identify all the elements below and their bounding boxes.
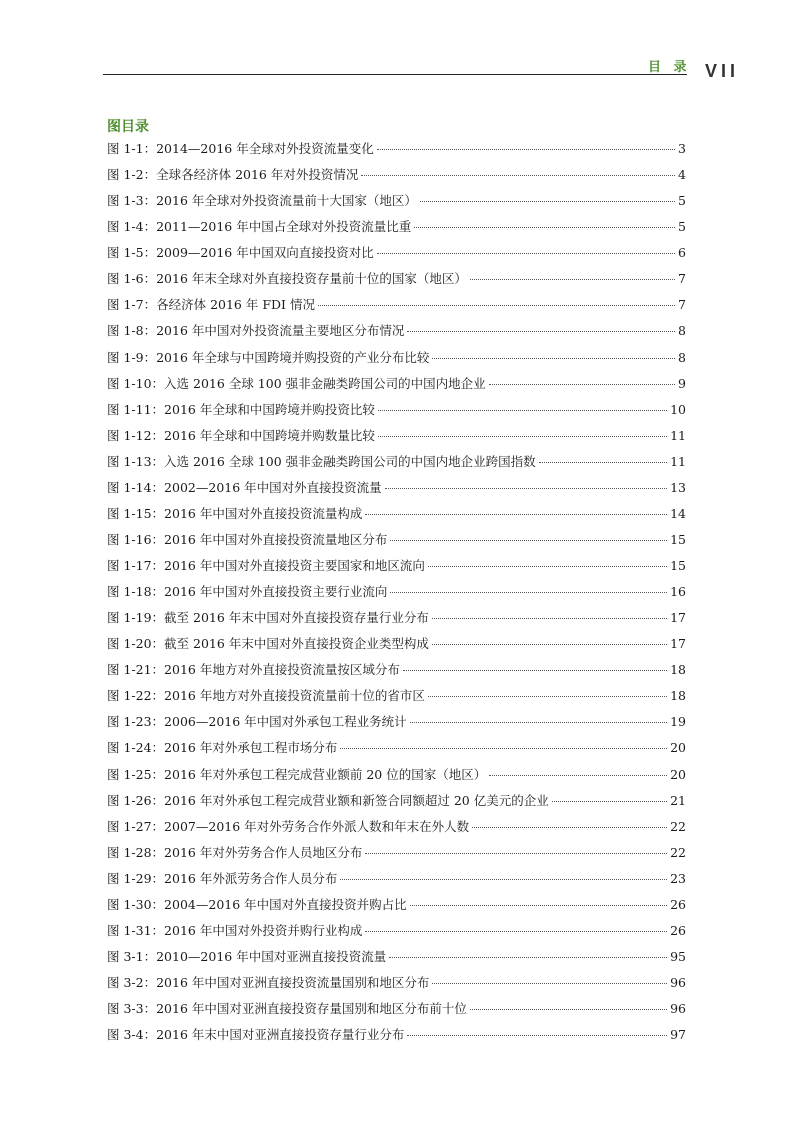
dot-leader [432,644,667,645]
toc-entry-page: 4 [678,167,686,183]
dot-leader [414,227,675,228]
toc-entry-page: 5 [678,193,686,209]
toc-entry-page: 5 [678,219,686,235]
toc-entry[interactable] [107,266,686,292]
page-number: VII [705,61,740,81]
toc-entry-label: 图 1-13：入选 2016 全球 100 强非金融类跨国公司的中国内地企业跨国指数 [107,453,536,469]
toc-entry-label: 图 1-25：2016 年对外承包工程完成营业额前 20 位的国家（地区） [107,766,487,782]
toc-entry[interactable] [107,996,686,1022]
dot-leader [378,436,667,437]
figure-list [107,136,686,1048]
toc-entry-page: 10 [670,401,686,417]
dot-leader [365,853,667,854]
toc-entry-label: 图 1-27：2007—2016 年对外劳务合作外派人数和年末在外人数 [107,818,470,834]
toc-entry-page: 11 [670,427,686,443]
dot-leader [552,801,667,802]
toc-entry-label: 图 3-2：2016 年中国对亚洲直接投资流量国别和地区分布 [107,975,430,990]
toc-entry-page: 11 [670,453,686,469]
toc-entry-page: 13 [670,479,686,495]
toc-entry-label: 图 1-23：2006—2016 年中国对外承包工程业务统计 [107,714,407,730]
dot-leader [340,748,667,749]
toc-entry-label: 图 1-12：2016 年全球和中国跨境并购数量比较 [107,427,375,443]
toc-entry[interactable] [107,136,686,162]
toc-entry[interactable] [107,162,686,188]
dot-leader [361,175,675,176]
toc-entry[interactable] [107,240,686,266]
dot-leader [428,566,667,567]
toc-entry-label: 图 1-31：2016 年中国对外投资并购行业构成 [107,922,363,938]
toc-entry-page: 17 [670,636,686,652]
toc-entry-label: 图 1-15：2016 年中国对外直接投资流量构成 [107,505,363,521]
dot-leader [403,670,667,671]
toc-entry[interactable] [107,840,686,866]
toc-entry[interactable] [107,657,686,683]
dot-leader [407,1035,667,1036]
toc-entry[interactable] [107,709,686,735]
toc-entry[interactable] [107,553,686,579]
toc-entry-page: 7 [678,297,686,313]
toc-entry[interactable] [107,345,686,371]
toc-entry-label: 图 1-11：2016 年全球和中国跨境并购投资比较 [107,401,375,417]
toc-entry[interactable] [107,605,686,631]
toc-entry[interactable] [107,970,686,996]
dot-leader [365,514,667,515]
toc-entry[interactable] [107,475,686,501]
toc-entry-page: 96 [670,975,686,990]
toc-entry-label: 图 1-20：截至 2016 年末中国对外直接投资企业类型构成 [107,636,429,652]
toc-entry-page: 22 [670,818,686,834]
toc-entry[interactable] [107,892,686,918]
toc-entry-label: 图 1-3：2016 年全球对外投资流量前十大国家（地区） [107,193,417,209]
dot-leader [365,931,667,932]
toc-entry-label: 图 1-5：2009—2016 年中国双向直接投资对比 [107,245,374,261]
dot-leader [410,905,667,906]
toc-entry[interactable] [107,527,686,553]
toc-entry-label: 图 1-17：2016 年中国对外直接投资主要国家和地区流向 [107,558,425,573]
dot-leader [432,618,667,619]
toc-entry[interactable] [107,944,686,970]
toc-entry-page: 17 [670,610,686,626]
toc-entry[interactable] [107,371,686,397]
toc-entry[interactable] [107,735,686,761]
dot-leader [390,540,667,541]
dot-leader [420,201,675,202]
toc-entry-label: 图 1-6：2016 年末全球对外直接投资存量前十位的国家（地区） [107,271,467,287]
dot-leader [340,879,667,880]
toc-entry-label: 图 1-7：各经济体 2016 年 FDI 情况 [107,297,315,313]
toc-entry-label: 图 1-9：2016 年全球与中国跨境并购投资的产业分布比较 [107,349,430,365]
toc-entry[interactable] [107,1022,686,1048]
toc-entry-label: 图 1-24：2016 年对外承包工程市场分布 [107,740,338,756]
toc-entry[interactable] [107,188,686,214]
toc-entry-page: 6 [678,245,686,261]
dot-leader [432,358,675,359]
toc-entry-page: 21 [670,792,686,808]
dot-leader [539,462,667,463]
dot-leader [470,1009,667,1010]
dot-leader [385,488,667,489]
toc-entry-page: 8 [678,323,686,339]
toc-entry-page: 23 [670,870,686,886]
dot-leader [377,253,675,254]
toc-entry-label: 图 1-1：2014—2016 年全球对外投资流量变化 [107,141,374,156]
toc-entry-page: 97 [670,1027,686,1043]
toc-entry-page: 26 [670,896,686,912]
toc-entry-page: 22 [670,844,686,860]
toc-entry[interactable] [107,397,686,423]
dot-leader [432,983,667,984]
toc-entry-page: 14 [670,505,686,521]
toc-entry[interactable] [107,788,686,814]
toc-entry-label: 图 1-8：2016 年中国对外投资流量主要地区分布情况 [107,323,405,339]
toc-entry-page: 18 [670,688,686,704]
section-title: 图目录 [107,119,149,135]
toc-entry-label: 图 1-30：2004—2016 年中国对外直接投资并购占比 [107,896,407,912]
toc-entry[interactable] [107,501,686,527]
toc-entry-label: 图 1-14：2002—2016 年中国对外直接投资流量 [107,479,382,495]
toc-entry[interactable] [107,292,686,318]
dot-leader [489,775,667,776]
header-divider [103,74,687,75]
toc-entry[interactable] [107,579,686,605]
dot-leader [470,279,675,280]
toc-entry-page: 18 [670,662,686,678]
toc-entry-page: 96 [670,1001,686,1017]
toc-entry[interactable] [107,814,686,840]
toc-entry-page: 9 [678,375,686,391]
dot-leader [407,331,675,332]
toc-entry-label: 图 3-4：2016 年末中国对亚洲直接投资存量行业分布 [107,1027,405,1043]
toc-entry-label: 图 1-2：全球各经济体 2016 年对外投资情况 [107,167,359,183]
toc-entry-label: 图 1-18：2016 年中国对外直接投资主要行业流向 [107,584,388,600]
dot-leader [489,384,675,385]
toc-entry-label: 图 3-1：2010—2016 年中国对亚洲直接投资流量 [107,948,387,964]
dot-leader [472,827,667,828]
toc-entry-page: 20 [670,766,686,782]
toc-entry[interactable] [107,866,686,892]
toc-entry[interactable] [107,449,686,475]
toc-entry-page: 20 [670,740,686,756]
dot-leader [410,722,667,723]
toc-entry-label: 图 1-28：2016 年对外劳务合作人员地区分布 [107,844,363,860]
toc-entry[interactable] [107,214,686,240]
toc-entry-label: 图 1-22：2016 年地方对外直接投资流量前十位的省市区 [107,688,425,704]
toc-entry-label: 图 1-29：2016 年外派劳务合作人员分布 [107,870,338,886]
toc-entry-label: 图 1-4：2011—2016 年中国占全球对外投资流量比重 [107,219,412,235]
toc-entry-label: 图 3-3：2016 年中国对亚洲直接投资存量国别和地区分布前十位 [107,1001,467,1017]
toc-entry-label: 图 1-16：2016 年中国对外直接投资流量地区分布 [107,531,388,547]
toc-entry-page: 15 [670,531,686,547]
dot-leader [428,696,667,697]
toc-entry-page: 15 [670,558,686,573]
toc-entry-label: 图 1-21：2016 年地方对外直接投资流量按区域分布 [107,662,400,678]
toc-entry-label: 图 1-19：截至 2016 年末中国对外直接投资存量行业分布 [107,610,429,626]
toc-entry-page: 26 [670,922,686,938]
toc-entry[interactable] [107,631,686,657]
toc-entry-page: 16 [670,584,686,600]
toc-entry-label: 图 1-10：入选 2016 全球 100 强非金融类跨国公司的中国内地企业 [107,375,486,391]
dot-leader [390,592,667,593]
toc-entry[interactable] [107,423,686,449]
toc-entry[interactable] [107,918,686,944]
dot-leader [378,410,667,411]
dot-leader [318,305,675,306]
toc-entry[interactable] [107,683,686,709]
toc-entry-page: 7 [678,271,686,287]
toc-entry-page: 8 [678,349,686,365]
toc-entry[interactable] [107,318,686,344]
toc-entry-page: 3 [678,141,686,156]
toc-entry-label: 图 1-26：2016 年对外承包工程完成营业额和新签合同额超过 20 亿美元的企业 [107,792,549,808]
toc-entry-page: 95 [670,948,686,964]
running-header-section: 目 录 [648,60,691,75]
toc-entry[interactable] [107,762,686,788]
dot-leader [389,957,667,958]
dot-leader [377,149,675,150]
toc-entry-page: 19 [670,714,686,730]
